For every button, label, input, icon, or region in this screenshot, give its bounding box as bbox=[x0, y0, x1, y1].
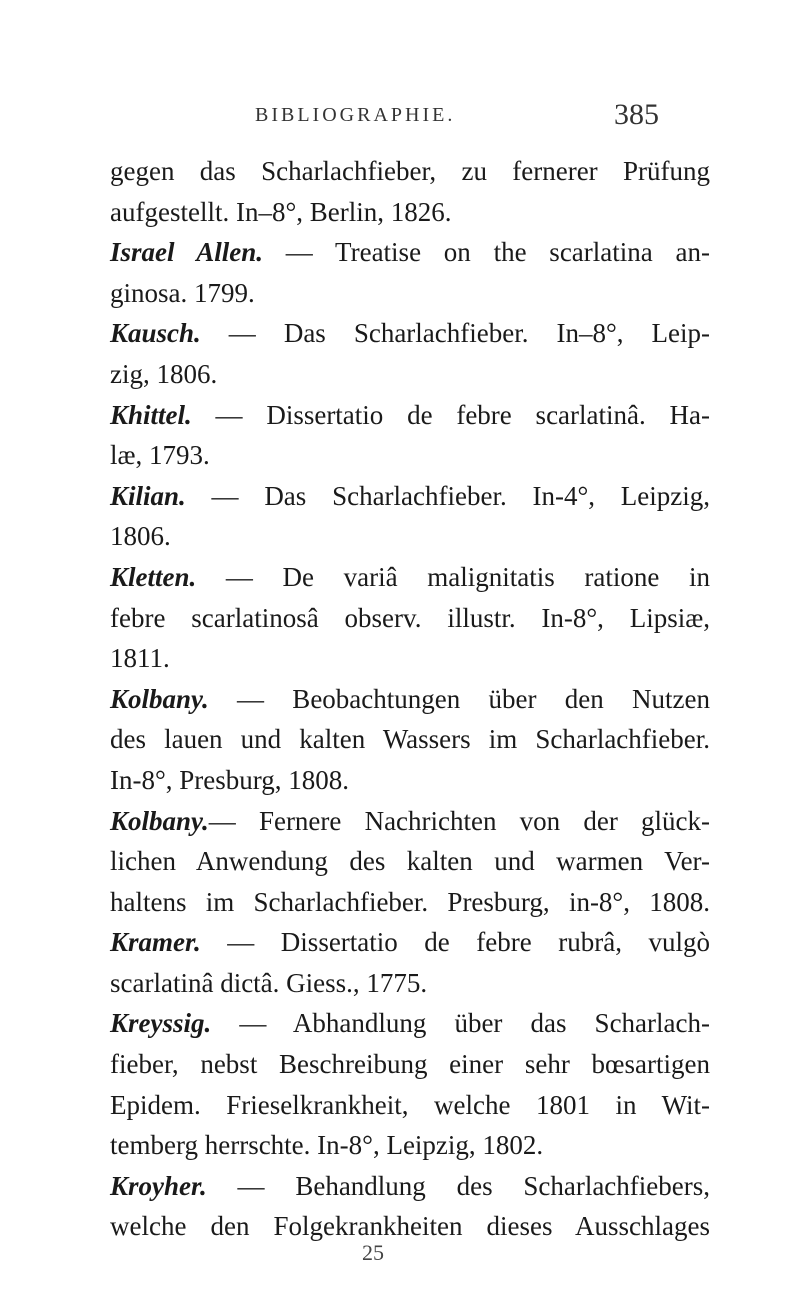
author-name: Kletten. bbox=[110, 561, 197, 592]
text-line bbox=[110, 598, 710, 639]
running-title: BIBLIOGRAPHIE. bbox=[255, 104, 456, 126]
text-line bbox=[110, 1085, 710, 1126]
text-line bbox=[110, 679, 710, 720]
text-line bbox=[110, 963, 710, 1004]
text-line bbox=[110, 1125, 710, 1166]
line-text: fieber, nebst Beschreibung einer sehr bœsartigen bbox=[110, 1049, 710, 1080]
line-text: 1811. bbox=[110, 643, 170, 674]
text-line bbox=[110, 801, 710, 842]
text-line bbox=[110, 151, 710, 192]
line-text: Epidem. Frieselkrankheit, welche 1801 in Wit- bbox=[110, 1089, 710, 1120]
line-text: — Dissertatio de febre rubrâ, vulgò bbox=[200, 927, 710, 958]
text-line bbox=[110, 232, 710, 273]
line-text: temberg herrschte. In-8°, Leipzig, 1802. bbox=[110, 1130, 544, 1161]
line-text: febre scarlatinosâ observ. illustr. In-8°, Lipsiæ, bbox=[110, 602, 710, 633]
line-text: — Fernere Nachrichten von der glück- bbox=[208, 805, 710, 836]
signature-mark: 25 bbox=[362, 1240, 384, 1265]
line-text: ginosa. 1799. bbox=[110, 277, 255, 308]
text-line bbox=[110, 719, 710, 760]
text-line bbox=[110, 435, 710, 476]
author-name: Kroyher. bbox=[110, 1170, 207, 1201]
author-name: Israel Allen. bbox=[110, 237, 264, 268]
line-text: læ, 1793. bbox=[110, 440, 210, 471]
author-name: Kausch. bbox=[110, 318, 201, 349]
text-line bbox=[110, 841, 710, 882]
line-text: zig, 1806. bbox=[110, 358, 218, 389]
bibliography-text bbox=[110, 151, 710, 1247]
text-line bbox=[110, 1206, 710, 1247]
author-name: Kreyssig. bbox=[110, 1008, 212, 1039]
text-line bbox=[110, 760, 710, 801]
line-text: scarlatinâ dictâ. Giess., 1775. bbox=[110, 967, 428, 998]
line-text: haltens im Scharlachfieber. Presburg, in-8°, 1808. bbox=[110, 886, 710, 917]
line-text: — Das Scharlachfieber. In–8°, Leip- bbox=[200, 318, 710, 349]
text-line bbox=[110, 882, 710, 923]
line-text: — Behandlung des Scharlachfiebers, bbox=[206, 1170, 710, 1201]
text-line bbox=[110, 1044, 710, 1085]
text-line bbox=[110, 354, 710, 395]
line-text: 1806. bbox=[110, 521, 171, 552]
author-name: Khittel. bbox=[110, 399, 192, 430]
line-text: — Treatise on the scarlatina an- bbox=[263, 237, 710, 268]
line-text: — Abhandlung über das Scharlach- bbox=[211, 1008, 710, 1039]
line-text: — Dissertatio de febre scarlatinâ. Ha- bbox=[191, 399, 710, 430]
line-text: aufgestellt. In–8°, Berlin, 1826. bbox=[110, 196, 452, 227]
line-text: des lauen und kalten Wassers im Scharlachfieber. bbox=[110, 724, 710, 755]
text-line bbox=[110, 395, 710, 436]
text-line bbox=[110, 516, 710, 557]
author-name: Kolbany. bbox=[110, 805, 209, 836]
text-line bbox=[110, 273, 710, 314]
text-line bbox=[110, 192, 710, 233]
line-text: — De variâ malignitatis ratione in bbox=[196, 561, 710, 592]
text-line bbox=[110, 638, 710, 679]
text-line bbox=[110, 1003, 710, 1044]
line-text: lichen Anwendung des kalten und warmen Ver- bbox=[110, 846, 710, 877]
line-text: — Beobachtungen über den Nutzen bbox=[208, 683, 710, 714]
author-name: Kolbany. bbox=[110, 683, 209, 714]
page-header bbox=[0, 98, 800, 144]
text-line bbox=[110, 1166, 710, 1207]
line-text: — Das Scharlachfieber. In-4°, Leipzig, bbox=[185, 480, 710, 511]
author-name: Kramer. bbox=[110, 927, 201, 958]
text-line bbox=[110, 476, 710, 517]
text-line bbox=[110, 313, 710, 354]
text-line bbox=[110, 557, 710, 598]
line-text: gegen das Scharlachfieber, zu fernerer Prüfung bbox=[110, 156, 710, 186]
page-number: 385 bbox=[614, 98, 659, 131]
line-text: In-8°, Presburg, 1808. bbox=[110, 764, 350, 795]
line-text: welche den Folgekrankheiten dieses Ausschlages bbox=[110, 1211, 710, 1242]
text-line bbox=[110, 922, 710, 963]
author-name: Kilian. bbox=[110, 480, 186, 511]
